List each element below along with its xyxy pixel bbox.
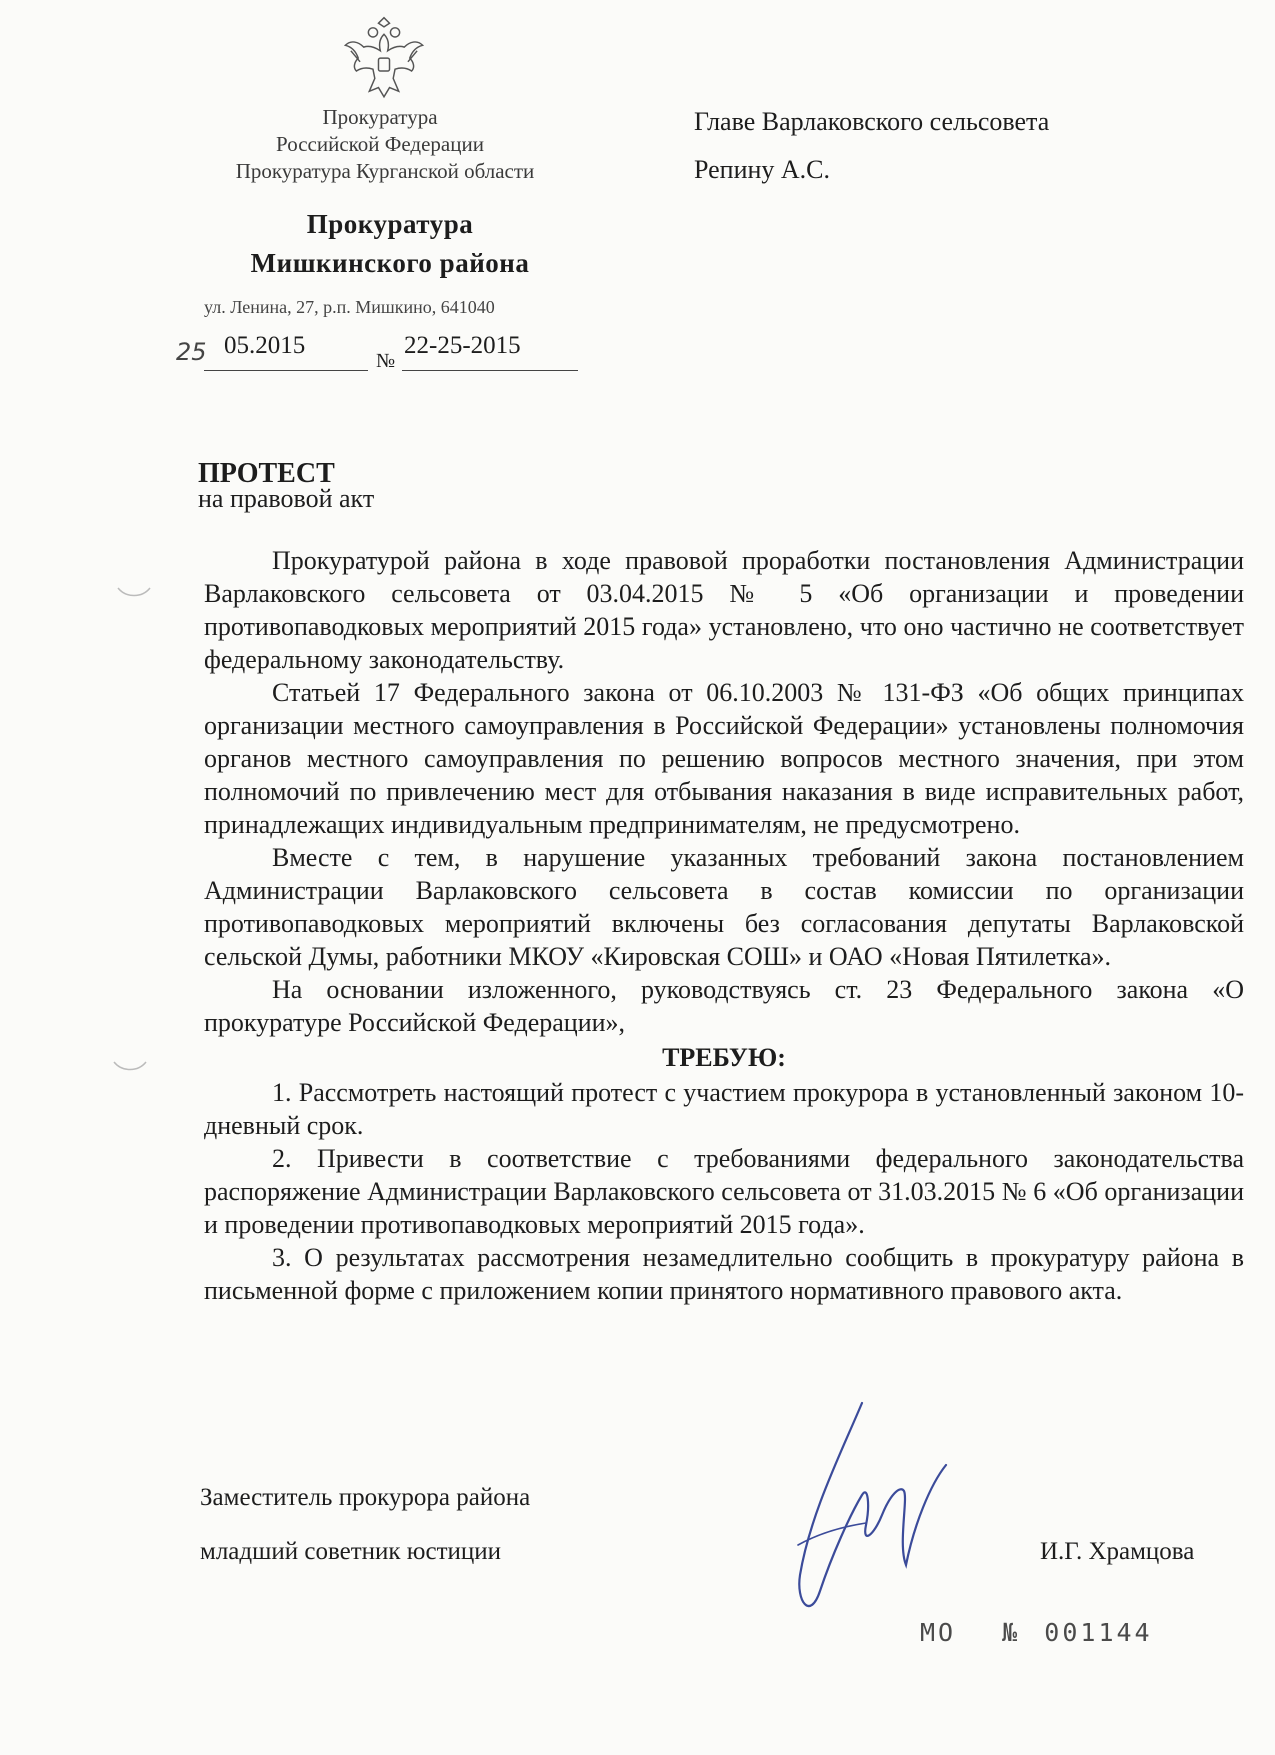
recipient-block [694,104,1049,188]
recipient-name: Репину А.С. [694,155,831,184]
demand-2: 2. Привести в соответствие с требованиями федерального законодательства распоряжение Администрации Варлаковского сельсовета от 31.03.2015 № 6 «Об организации и проведении противопаводковых мероприятий 2015 года». [204,1144,1244,1239]
punch-mark-icon [112,1060,148,1074]
letterhead-line1: Прокуратура [322,105,438,129]
paragraph-2: Статьей 17 Федерального закона от 06.10.2003 № 131-ФЗ «Об общих принципах организации местного самоуправления в Российской Федерации» установлены полномочия органов местного самоуправления по решению вопросов местного значения, при этом полномочий по привлечению мест для отбывания наказания в виде исправительных работ, принадлежащих индивидуальным предпринимателям, не предусмотрено. [204,678,1244,839]
serial-number-label: № [1002,1618,1021,1647]
signer-name: И.Г. Храмцова [1040,1538,1195,1565]
letterhead-line3: Прокуратура Курганской области [235,159,535,183]
coat-of-arms-icon [338,14,430,106]
signer-position-line2: младший советник юстиции [200,1538,502,1565]
punch-mark-icon [116,586,152,600]
serial-number: 001144 [1044,1618,1153,1647]
demand-1: 1. Рассмотреть настоящий протест с участием прокурора в установленный законом 10-дневный срок. [204,1078,1244,1140]
org-name-line1: Прокуратура [306,209,474,239]
handwritten-signature-icon [770,1395,970,1635]
form-serial [920,1618,1153,1647]
date-value: 05.2015 [224,332,306,359]
org-name-line2: Мишкинского района [250,248,530,278]
signer-position-line1: Заместитель прокурора района [200,1484,531,1511]
org-address: ул. Ленина, 27, р.п. Мишкино, 641040 [204,297,495,317]
demand-heading: ТРЕБУЮ: [662,1043,786,1072]
paragraph-1: Прокуратурой района в ходе правовой проработки постановления Администрации Варлаковского сельсовета от 03.04.2015 № 5 «Об организации и проведении противопаводковых мероприятий 2015 года» установлено, что оно частично не соответствует федеральному законодательству. [204,546,1244,674]
date-handwritten-day: 25 [176,338,207,366]
number-label: № [376,350,396,372]
recipient-line1: Главе Варлаковского сельсовета [694,107,1050,136]
document-title: ПРОТЕСТ [198,458,335,489]
paragraph-3: Вместе с тем, в нарушение указанных требований закона постановлением Администрации Варлаковского сельсовета в состав комиссии по организации противопаводковых мероприятий включены без согласования депутаты Варлаковской сельской Думы, работники МКОУ «Кировская СОШ» и ОАО «Новая Пятилетка». [204,843,1244,971]
paragraph-4: На основании изложенного, руководствуясь ст. 23 Федерального закона «О прокуратуре Российской Федерации», [204,975,1244,1037]
serial-series: МО [920,1618,957,1647]
letterhead-line2: Российской Федерации [276,132,484,156]
document-body [204,544,1244,1307]
demand-3: 3. О результатах рассмотрения незамедлительно сообщить в прокуратуру района в письменной форме с приложением копии принятого нормативного правового акта. [204,1243,1244,1305]
document-subtitle: на правовой акт [198,484,375,513]
outgoing-number: 22-25-2015 [404,332,521,359]
